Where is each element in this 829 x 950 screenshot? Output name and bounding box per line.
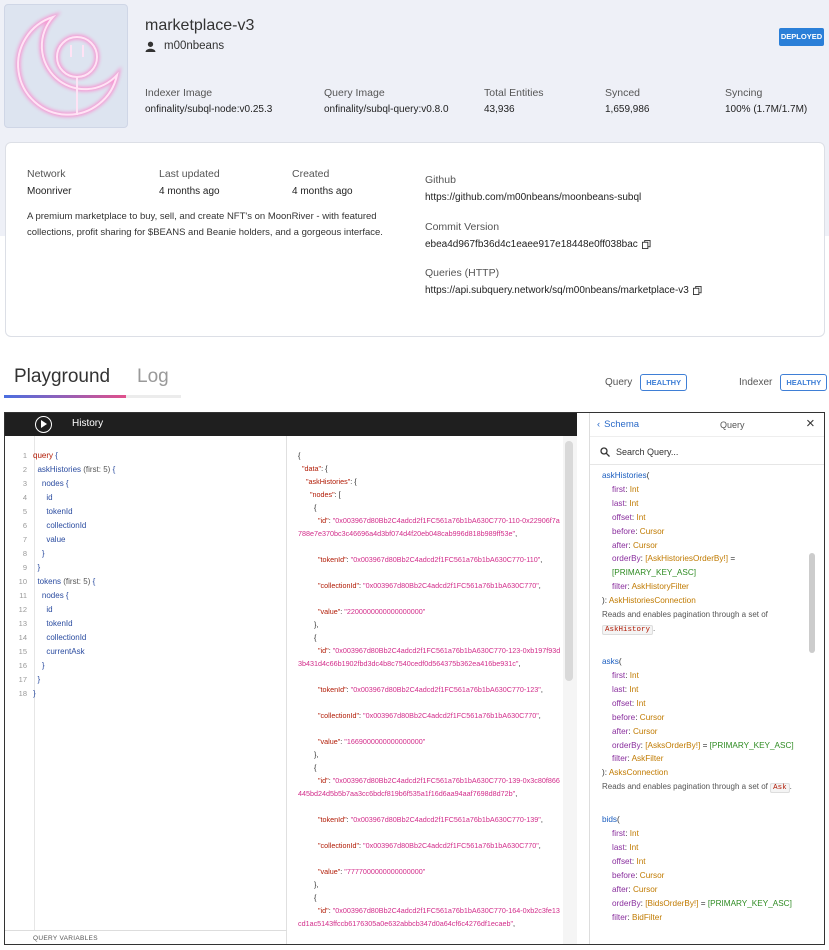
commit-hash: ebea4d967fb36d4c1eaee917e18448e0ff038bac <box>425 239 638 250</box>
line-number: 14 <box>18 633 27 642</box>
query-variables-toggle[interactable]: QUERY VARIABLES <box>5 930 287 945</box>
line-number: 12 <box>18 605 27 614</box>
playground-toolbar <box>5 413 577 436</box>
line-number: 8 <box>22 549 27 558</box>
result-panel: { "data": { "askHistories": { "nodes": [ { "id": "0x003967d80Bb2C4adcd2f1FC561a76b1bA630C770-110-0x22906f7a788e7e370bc3c46696a4d3bf074d4f20eb048cab996d818b989ff53e", "tokenId": "0x003967d80Bb2C4adcd2f1FC561a76b1bA630C770-110", "collectionId": "0x003967d80Bb2C4adcd2f1FC561a76b1bA630C770", "value": "2200000000000000000" }, { "id": "0x003967d80Bb2C4adcd2f1FC561a76b1bA630C770-123-0xb197f93d3b431d4c66b1902fbd3dc4b8c7540cedf0d564375b362ea416be931c", "tokenId": "0x003967d80Bb2C4adcd2f1FC561a76b1bA630C770-123", "collectionId": "0x003967d80Bb2C4adcd2f1FC561a76b1bA630C770", "value": "1669000000000000000" }, { "id": "0x003967d80Bb2C4adcd2f1FC561a76b1bA630C770-139-0x3c80f866445bd24d5b5b7aa3cc6bdcf819b6f535a1f16d6aa94aaf7698d8d72b", "tokenId": "0x003967d80Bb2C4adcd2f1FC561a76b1bA630C770-139", "collectionId": "0x003967d80Bb2C4adcd2f1FC561a76b1bA630C770", "value": "7777000000000000000" }, { "id": "0x003967d80Bb2C4adcd2f1FC561a76b1bA630C770-164-0xb2c3fe13cd1ac5143ffccb6176305a0e632abbcb347d0a64cf6c4276df1ecaeb", <box>288 436 577 945</box>
schema-scroll-thumb[interactable] <box>809 553 815 653</box>
updated-field: Last updated 4 months ago <box>159 168 220 197</box>
user-icon <box>145 41 156 52</box>
query-endpoint: https://api.subquery.network/sq/m00nbeans/marketplace-v3 <box>425 285 689 296</box>
copy-icon[interactable] <box>693 286 702 295</box>
project-details-card <box>5 142 825 337</box>
line-number: 7 <box>22 535 27 544</box>
query-editor[interactable]: 1 2 3 4 5 6 7 8 9 10 11 12 13 14 15 16 17 18 query { askHistories (first: 5) { nodes { id tokenId collectionId value } } tokens (first: 5) { nodes { id tokenId collectionId currentAsk } } } QUERY VARIABLES <box>5 436 287 945</box>
query-health-badge: HEALTHY <box>640 374 687 391</box>
line-number: 9 <box>22 563 27 572</box>
stat-total-entities: Total Entities 43,936 <box>484 87 544 115</box>
line-number: 1 <box>22 451 27 460</box>
tab-bar <box>4 366 181 398</box>
close-icon[interactable]: × <box>806 415 815 432</box>
line-number: 2 <box>22 465 27 474</box>
schema-back-button[interactable]: ‹ Schema <box>597 419 640 430</box>
line-number: 6 <box>22 521 27 530</box>
run-query-button[interactable] <box>35 416 52 433</box>
schema-fields: askHistories( first: Int last: Int offset: Int before: Cursor after: Cursor orderBy: [AskHistoriesOrderBy!] = [PRIMARY_KEY_ASC] filter: AskHistoryFilter ): AskHistoriesConnection Reads and enables pagination through a set of AskHistory . asks( first: Int last: Int offset: Int before: Cursor after: Cursor orderBy: [AsksOrderBy!] = [PRIMARY_KEY_ASC] filter: AskFilter ): AsksConnection Reads and enables pagination through a set of Ask . bids( first: Int last: Int offset: Int before: Cursor after: Cursor orderBy: [BidsOrderBy!] = [PRIMARY_KEY_ASC] filter: BidFilter <box>602 471 794 922</box>
history-button[interactable]: History <box>72 418 104 429</box>
line-number: 10 <box>18 577 27 586</box>
project-title: marketplace-v3 <box>145 17 255 34</box>
github-link[interactable]: https://github.com/m00nbeans/moonbeans-subql <box>425 192 642 203</box>
schema-search[interactable] <box>590 439 825 465</box>
status-badge: DEPLOYED <box>779 28 824 46</box>
query-health: Query HEALTHY <box>605 374 687 391</box>
network-field: Network Moonriver <box>27 168 72 197</box>
line-number: 3 <box>22 479 27 488</box>
search-placeholder: Search Query... <box>616 446 679 457</box>
stat-synced: Synced 1,659,986 <box>605 87 650 115</box>
search-icon <box>600 447 610 457</box>
chevron-left-icon: ‹ <box>597 419 601 430</box>
created-field: Created 4 months ago <box>292 168 353 197</box>
indexer-health-badge: HEALTHY <box>780 374 827 391</box>
stat-query-image: Query Image onfinality/subql-query:v0.8.0 <box>324 87 449 115</box>
line-number: 17 <box>18 675 27 684</box>
owner-name: m00nbeans <box>164 40 225 52</box>
line-number: 18 <box>18 689 27 698</box>
project-description: A premium marketplace to buy, sell, and create NFT's on MoonRiver - with featured collections, profit sharing for $BEANS and Beanie holders, and a gorgeous interface. <box>27 211 383 238</box>
copy-icon[interactable] <box>642 240 651 249</box>
stat-indexer-image: Indexer Image onfinality/subql-node:v0.25.3 <box>145 87 273 115</box>
project-logo <box>4 4 128 128</box>
line-number: 15 <box>18 647 27 656</box>
graphql-playground <box>4 412 825 945</box>
line-number: 13 <box>18 619 27 628</box>
line-number: 16 <box>18 661 27 670</box>
tab-log[interactable]: Log <box>137 366 169 387</box>
tab-playground[interactable]: Playground <box>14 366 111 387</box>
stat-syncing: Syncing 100% (1.7M/1.7M) <box>725 87 808 115</box>
line-number: 4 <box>22 493 27 502</box>
project-owner <box>145 40 224 52</box>
result-scroll-thumb[interactable] <box>565 441 573 681</box>
line-number: 11 <box>19 591 27 600</box>
line-number: 5 <box>22 507 27 516</box>
indexer-health: Indexer HEALTHY <box>739 374 827 391</box>
queries-field: Queries (HTTP) https://api.subquery.network/sq/m00nbeans/marketplace-v3 <box>425 267 702 296</box>
schema-title: Query <box>720 420 745 430</box>
commit-field: Commit Version ebea4d967fb36d4c1eaee917e18448e0ff038bac <box>425 221 651 250</box>
schema-panel <box>589 413 825 945</box>
github-field: Github https://github.com/m00nbeans/moonbeans-subql <box>425 174 642 203</box>
